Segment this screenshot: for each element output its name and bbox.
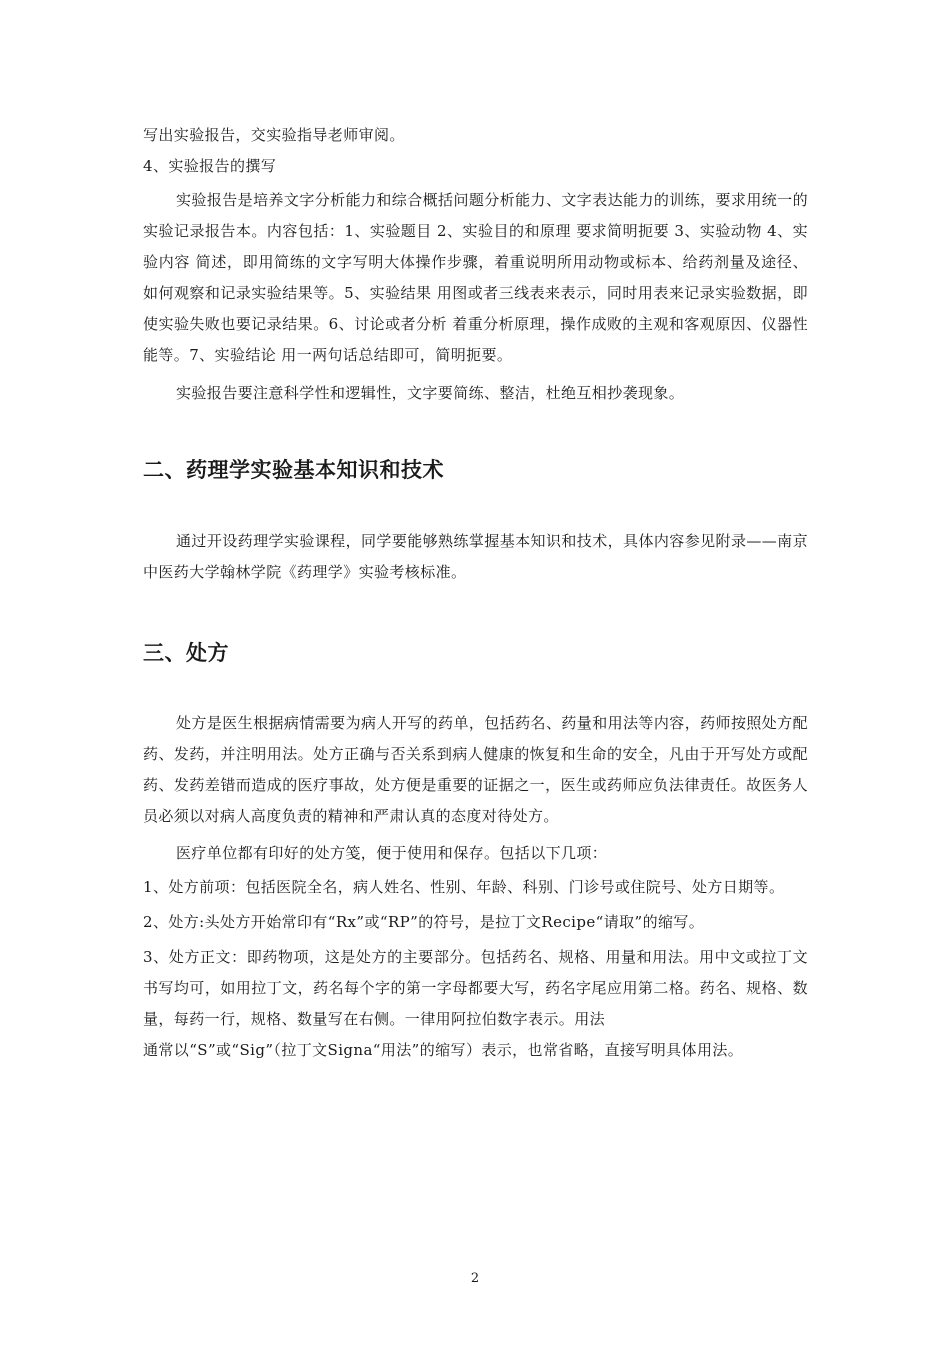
paragraph-knowledge: 通过开设药理学实验课程，同学要能够熟练掌握基本知识和技术，具体内容参见附录——南京中医药大学翰林学院《药理学》实验考核标准。 [143, 532, 808, 581]
paragraph-prescription-intro: 处方是医生根据病情需要为病人开写的药单，包括药名、药量和用法等内容，药师按照处方配药、发药，并注明用法。处方正确与否关系到病人健康的恢复和生命的安全，凡由于开写处方或配药、发药差错而造成的医疗事故，处方便是重要的证据之一，医生或药师应负法律责任。故医务人员必须以对病人高度负责的精神和严肃认真的态度对待处方。 [143, 714, 808, 825]
paragraph-report-requirements: 实验报告要注意科学性和逻辑性，文字要简练、整洁，杜绝互相抄袭现象。 [176, 384, 685, 402]
paragraph-report-writing-heading: 4、实验报告的撰写 [143, 157, 277, 175]
paragraph-report-submit: 写出实验报告，交实验指导老师审阅。 [143, 126, 405, 144]
paragraph-report-contents: 实验报告是培养文字分析能力和综合概括问题分析能力、文字表达能力的训练，要求用统一的实验记录报告本。内容包括：1、实验题目 2、实验目的和原理 要求简明扼要 3、实验动物 4、实验内容 简述，即用简练的文字写明大体操作步骤，着重说明所用动物或标本、给药剂量及途径、如何观察和记录实验结果等。5、实验结果 用图或者三线表来表示，同时用表来记录实验数据，即使实验失败也要记录结果。6、讨论或者分析 着重分析原理，操作成败的主观和客观原因、仪器性能等。7、实验结论 用一两句话总结即可，简明扼要。 [143, 191, 808, 364]
section-heading-prescription: 三、处方 [143, 641, 229, 665]
paragraph-prescription-rx: 2、处方:头处方开始常印有“Rx”或“RP”的符号，是拉丁文Recipe“请取”的缩写。 [143, 913, 705, 931]
paragraph-prescription-forms: 医疗单位都有印好的处方笺，便于使用和保存。包括以下几项： [176, 844, 608, 862]
paragraph-prescription-usage: 通常以“S”或“Sig”（拉丁文Signa“用法”的缩写）表示，也常省略，直接写明具体用法。 [143, 1041, 744, 1059]
paragraph-prescription-body: 3、处方正文：即药物项，这是处方的主要部分。包括药名、规格、用量和用法。用中文或拉丁文书写均可，如用拉丁文，药名每个字的第一字母都要大写，药名字尾应用第二格。药名、规格、数量，每药一行，规格、数量写在右侧。一律用阿拉伯数字表示。用法 [143, 948, 808, 1028]
paragraph-prescription-header: 1、处方前项：包括医院全名，病人姓名、性别、年龄、科别、门诊号或住院号、处方日期等。 [143, 878, 785, 896]
document-body [143, 120, 808, 1066]
page-number: 2 [470, 1271, 480, 1286]
section-heading-knowledge: 二、药理学实验基本知识和技术 [143, 458, 444, 482]
